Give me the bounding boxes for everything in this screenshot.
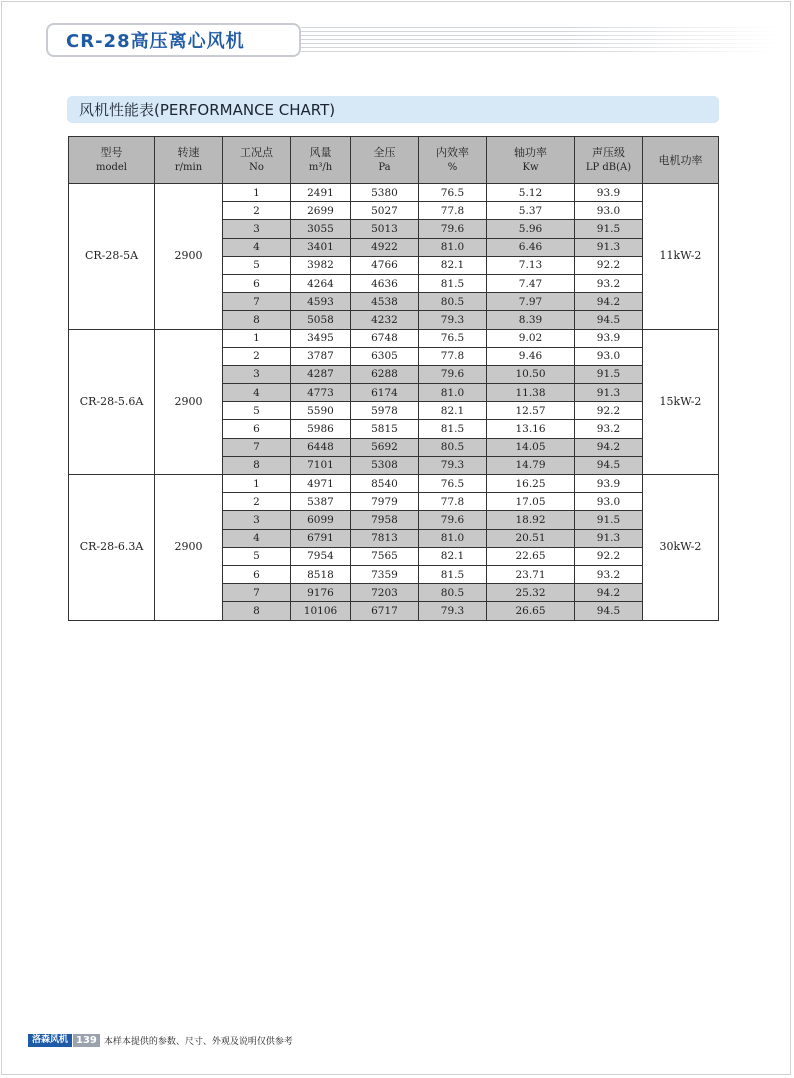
table-cell: 76.5 [419, 329, 487, 347]
table-cell: 23.71 [487, 565, 575, 583]
table-cell: 81.0 [419, 238, 487, 256]
table-cell: 81.5 [419, 274, 487, 292]
table-cell: 93.2 [575, 420, 643, 438]
table-cell: 81.0 [419, 384, 487, 402]
column-header-unit: No [249, 162, 264, 173]
table-cell: 5.96 [487, 220, 575, 238]
column-header-label: 声压级 [592, 146, 625, 159]
column-header [643, 137, 719, 184]
table-cell: 80.5 [419, 438, 487, 456]
table-cell: 4 [223, 384, 291, 402]
table-cell: 92.2 [575, 547, 643, 565]
table-cell: 10106 [291, 602, 351, 620]
table-cell: 77.8 [419, 202, 487, 220]
table-cell: 93.2 [575, 274, 643, 292]
table-cell: 82.1 [419, 402, 487, 420]
table-cell: 7958 [351, 511, 419, 529]
table-cell: 91.5 [575, 220, 643, 238]
table-cell: 16.25 [487, 475, 575, 493]
table-cell: 7.47 [487, 274, 575, 292]
table-cell: 94.2 [575, 293, 643, 311]
table-cell: 9176 [291, 584, 351, 602]
table-cell: 4 [223, 529, 291, 547]
table-cell: 26.65 [487, 602, 575, 620]
table-cell: 94.5 [575, 311, 643, 329]
column-header [223, 137, 291, 184]
table-cell: 3 [223, 511, 291, 529]
column-header-unit: r/min [174, 162, 203, 173]
column-header-label: 风量 [309, 146, 332, 159]
table-cell: 7813 [351, 529, 419, 547]
table-cell: 4922 [351, 238, 419, 256]
table-cell: 5013 [351, 220, 419, 238]
table-cell: 80.5 [419, 293, 487, 311]
model-cell: CR-28-5.6A [69, 329, 155, 475]
table-cell: 4 [223, 238, 291, 256]
table-cell: 2491 [291, 184, 351, 202]
table-row [69, 184, 719, 202]
table-cell: 8518 [291, 565, 351, 583]
table-body [69, 184, 719, 621]
page-header [46, 23, 301, 57]
table-cell: 81.0 [419, 529, 487, 547]
table-cell: 93.9 [575, 184, 643, 202]
table-cell: 2 [223, 347, 291, 365]
table-cell: 6174 [351, 384, 419, 402]
performance-table [68, 136, 719, 621]
table-cell: 79.6 [419, 511, 487, 529]
table-cell: 6791 [291, 529, 351, 547]
table-cell: 5 [223, 547, 291, 565]
table-cell: 5815 [351, 420, 419, 438]
table-cell: 7979 [351, 493, 419, 511]
table-cell: 80.5 [419, 584, 487, 602]
column-header [69, 137, 155, 184]
table-cell: 4971 [291, 475, 351, 493]
table-cell: 5590 [291, 402, 351, 420]
table-cell: 5.12 [487, 184, 575, 202]
table-cell: 94.5 [575, 456, 643, 474]
table-cell: 1 [223, 475, 291, 493]
table-cell: 93.9 [575, 475, 643, 493]
page-footer [28, 1034, 293, 1047]
table-cell: 3495 [291, 329, 351, 347]
table-cell: 7954 [291, 547, 351, 565]
table-cell: 8540 [351, 475, 419, 493]
motor-power-cell: 30kW-2 [643, 475, 719, 621]
table-cell: 6748 [351, 329, 419, 347]
column-header [291, 137, 351, 184]
table-cell: 11.38 [487, 384, 575, 402]
table-cell: 5027 [351, 202, 419, 220]
table-cell: 92.2 [575, 256, 643, 274]
table-cell: 82.1 [419, 547, 487, 565]
column-header-label: 轴功率 [514, 146, 547, 159]
table-cell: 91.3 [575, 529, 643, 547]
page-title: CR-28高压离心风机 [66, 31, 245, 52]
table-cell: 76.5 [419, 475, 487, 493]
table-cell: 4766 [351, 256, 419, 274]
table-cell: 94.5 [575, 602, 643, 620]
table-cell: 5.37 [487, 202, 575, 220]
table-cell: 91.5 [575, 365, 643, 383]
column-header-label: 内效率 [436, 146, 469, 159]
footer-brand: 洛森风机 [28, 1034, 72, 1047]
table-cell: 4593 [291, 293, 351, 311]
table-cell: 10.50 [487, 365, 575, 383]
table-cell: 4287 [291, 365, 351, 383]
column-header-unit: LP dB(A) [585, 162, 632, 173]
table-cell: 4232 [351, 311, 419, 329]
table-cell: 6 [223, 565, 291, 583]
table-cell: 91.5 [575, 511, 643, 529]
table-cell: 3401 [291, 238, 351, 256]
table-cell: 5986 [291, 420, 351, 438]
table-cell: 93.0 [575, 347, 643, 365]
table-cell: 7203 [351, 584, 419, 602]
table-cell: 6717 [351, 602, 419, 620]
table-cell: 7.97 [487, 293, 575, 311]
table-cell: 4538 [351, 293, 419, 311]
table-cell: 2699 [291, 202, 351, 220]
table-row [69, 475, 719, 493]
table-cell: 6099 [291, 511, 351, 529]
table-cell: 81.5 [419, 420, 487, 438]
footer-note: 本样本提供的参数、尺寸、外观及说明仅供参考 [103, 1037, 293, 1047]
table-cell: 6305 [351, 347, 419, 365]
section-banner [67, 96, 719, 123]
table-cell: 76.5 [419, 184, 487, 202]
table-cell: 82.1 [419, 256, 487, 274]
table-cell: 5 [223, 402, 291, 420]
table-cell: 17.05 [487, 493, 575, 511]
table-cell: 79.6 [419, 365, 487, 383]
table-header-row [69, 137, 719, 184]
column-header-label: 工况点 [240, 146, 273, 159]
table-cell: 81.5 [419, 565, 487, 583]
table-cell: 7 [223, 438, 291, 456]
table-cell: 7 [223, 584, 291, 602]
table-cell: 7565 [351, 547, 419, 565]
table-cell: 3055 [291, 220, 351, 238]
table-cell: 1 [223, 329, 291, 347]
table-cell: 4773 [291, 384, 351, 402]
table-cell: 8.39 [487, 311, 575, 329]
table-cell: 6.46 [487, 238, 575, 256]
table-cell: 6 [223, 420, 291, 438]
column-header-label: 型号 [100, 146, 123, 159]
table-cell: 91.3 [575, 238, 643, 256]
table-cell: 4636 [351, 274, 419, 292]
model-cell: CR-28-5A [69, 184, 155, 330]
table-cell: 6288 [351, 365, 419, 383]
table-cell: 5380 [351, 184, 419, 202]
table-cell: 77.8 [419, 347, 487, 365]
column-header [487, 137, 575, 184]
table-cell: 79.3 [419, 311, 487, 329]
table-cell: 8 [223, 311, 291, 329]
table-cell: 93.0 [575, 493, 643, 511]
table-cell: 3787 [291, 347, 351, 365]
table-cell: 22.65 [487, 547, 575, 565]
table-cell: 93.0 [575, 202, 643, 220]
column-header-unit: Kw [522, 162, 539, 173]
table-cell: 7101 [291, 456, 351, 474]
column-header-label: 全压 [373, 146, 396, 159]
table-cell: 7359 [351, 565, 419, 583]
column-header [351, 137, 419, 184]
table-cell: 94.2 [575, 438, 643, 456]
table-cell: 3 [223, 365, 291, 383]
table-cell: 5308 [351, 456, 419, 474]
table-cell: 25.32 [487, 584, 575, 602]
table-cell: 94.2 [575, 584, 643, 602]
column-header [575, 137, 643, 184]
motor-power-cell: 15kW-2 [643, 329, 719, 475]
table-cell: 5387 [291, 493, 351, 511]
table-cell: 12.57 [487, 402, 575, 420]
table-cell: 9.02 [487, 329, 575, 347]
speed-cell: 2900 [155, 475, 223, 621]
table-cell: 4264 [291, 274, 351, 292]
speed-cell: 2900 [155, 329, 223, 475]
table-cell: 79.6 [419, 220, 487, 238]
table-cell: 5692 [351, 438, 419, 456]
table-cell: 93.9 [575, 329, 643, 347]
table-cell: 7.13 [487, 256, 575, 274]
column-header-unit: m³/h [308, 162, 333, 173]
table-cell: 3 [223, 220, 291, 238]
table-cell: 14.05 [487, 438, 575, 456]
motor-power-cell: 11kW-2 [643, 184, 719, 330]
column-header [419, 137, 487, 184]
table-cell: 3982 [291, 256, 351, 274]
table-row [69, 329, 719, 347]
column-header [155, 137, 223, 184]
section-title: 风机性能表(PERFORMANCE CHART) [79, 101, 336, 119]
table-cell: 2 [223, 202, 291, 220]
table-cell: 6 [223, 274, 291, 292]
table-cell: 91.3 [575, 384, 643, 402]
table-cell: 1 [223, 184, 291, 202]
table-cell: 13.16 [487, 420, 575, 438]
table-cell: 6448 [291, 438, 351, 456]
page-number: 139 [73, 1034, 100, 1047]
table-cell: 79.3 [419, 456, 487, 474]
table-cell: 8 [223, 456, 291, 474]
table-cell: 5058 [291, 311, 351, 329]
table-cell: 77.8 [419, 493, 487, 511]
column-header-unit: Pa [378, 162, 391, 173]
table-cell: 14.79 [487, 456, 575, 474]
column-header-label: 转速 [177, 146, 200, 159]
table-cell: 93.2 [575, 565, 643, 583]
table-cell: 5 [223, 256, 291, 274]
table-cell: 5978 [351, 402, 419, 420]
table-cell: 2 [223, 493, 291, 511]
table-cell: 8 [223, 602, 291, 620]
header-decoration [301, 27, 781, 55]
column-header-unit: model [95, 162, 128, 173]
table-cell: 79.3 [419, 602, 487, 620]
table-cell: 18.92 [487, 511, 575, 529]
table-cell: 9.46 [487, 347, 575, 365]
table-cell: 92.2 [575, 402, 643, 420]
column-header-unit: % [447, 162, 458, 173]
table-cell: 20.51 [487, 529, 575, 547]
model-cell: CR-28-6.3A [69, 475, 155, 621]
column-header-label: 电机功率 [658, 153, 703, 167]
table-cell: 7 [223, 293, 291, 311]
speed-cell: 2900 [155, 184, 223, 330]
